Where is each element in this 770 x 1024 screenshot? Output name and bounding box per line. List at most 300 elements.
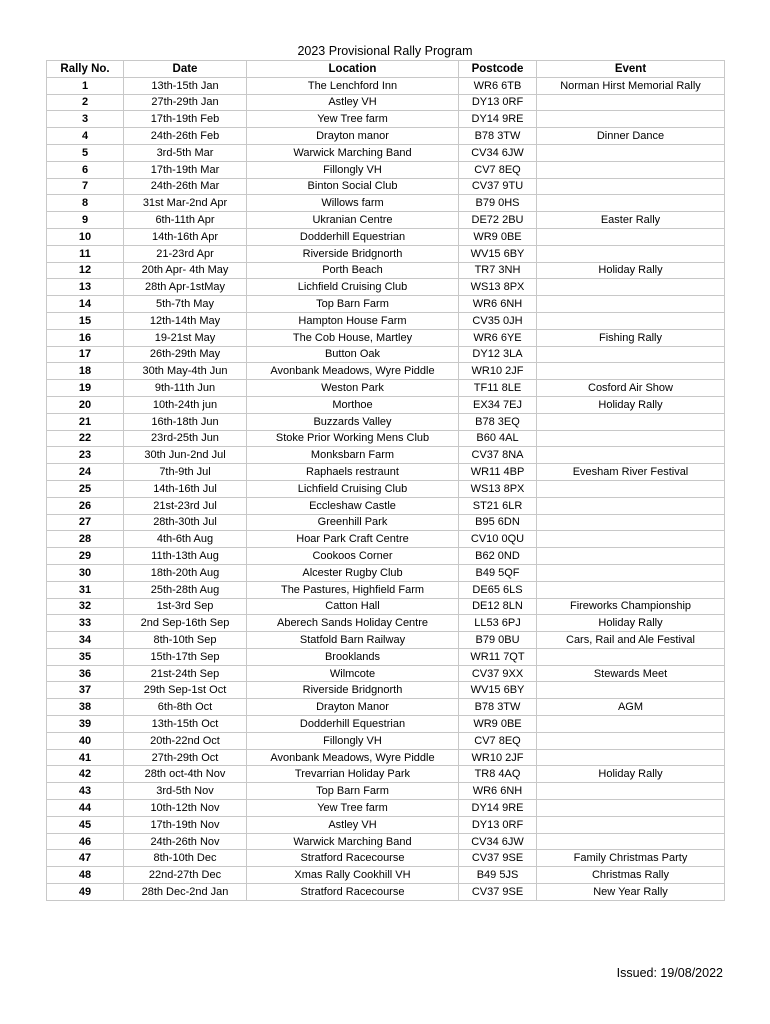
cell-postcode: B78 3EQ xyxy=(459,413,537,430)
cell-date: 25th-28th Aug xyxy=(124,581,247,598)
cell-postcode: CV34 6JW xyxy=(459,144,537,161)
cell-rally-number: 31 xyxy=(47,581,124,598)
cell-date: 26th-29th May xyxy=(124,346,247,363)
cell-postcode: WR6 6NH xyxy=(459,783,537,800)
cell-date: 28th Apr-1stMay xyxy=(124,279,247,296)
table-row xyxy=(47,396,725,413)
cell-event xyxy=(537,228,725,245)
cell-date: 5th-7th May xyxy=(124,296,247,313)
cell-date: 27th-29th Oct xyxy=(124,749,247,766)
cell-postcode: B79 0HS xyxy=(459,195,537,212)
cell-date: 21st-24th Sep xyxy=(124,665,247,682)
cell-date: 19-21st May xyxy=(124,329,247,346)
cell-postcode: EX34 7EJ xyxy=(459,396,537,413)
cell-rally-number: 6 xyxy=(47,161,124,178)
cell-location: The Pastures, Highfield Farm xyxy=(247,581,459,598)
column-header-rally-no: Rally No. xyxy=(47,61,124,78)
cell-date: 24th-26th Nov xyxy=(124,833,247,850)
cell-rally-number: 29 xyxy=(47,548,124,565)
cell-date: 4th-6th Aug xyxy=(124,531,247,548)
cell-event: Fireworks Championship xyxy=(537,598,725,615)
cell-postcode: WR10 2JF xyxy=(459,749,537,766)
cell-location: Xmas Rally Cookhill VH xyxy=(247,867,459,884)
cell-location: Drayton manor xyxy=(247,128,459,145)
table-row xyxy=(47,564,725,581)
cell-rally-number: 48 xyxy=(47,867,124,884)
cell-event xyxy=(537,195,725,212)
cell-rally-number: 22 xyxy=(47,430,124,447)
cell-postcode: TR7 3NH xyxy=(459,262,537,279)
cell-postcode: WR6 6YE xyxy=(459,329,537,346)
cell-event: Cosford Air Show xyxy=(537,380,725,397)
cell-date: 30th Jun-2nd Jul xyxy=(124,447,247,464)
cell-postcode: DY12 3LA xyxy=(459,346,537,363)
cell-rally-number: 20 xyxy=(47,396,124,413)
rally-program-table xyxy=(46,60,725,901)
cell-date: 11th-13th Aug xyxy=(124,548,247,565)
cell-location: Yew Tree farm xyxy=(247,111,459,128)
cell-rally-number: 40 xyxy=(47,732,124,749)
cell-location: Trevarrian Holiday Park xyxy=(247,766,459,783)
cell-postcode: CV7 8EQ xyxy=(459,732,537,749)
cell-postcode: DE65 6LS xyxy=(459,581,537,598)
cell-location: Aberech Sands Holiday Centre xyxy=(247,615,459,632)
cell-rally-number: 27 xyxy=(47,514,124,531)
cell-location: Brooklands xyxy=(247,648,459,665)
cell-location: Stoke Prior Working Mens Club xyxy=(247,430,459,447)
cell-postcode: CV37 9XX xyxy=(459,665,537,682)
cell-location: Riverside Bridgnorth xyxy=(247,682,459,699)
cell-date: 9th-11th Jun xyxy=(124,380,247,397)
table-row xyxy=(47,312,725,329)
issued-date: Issued: 19/08/2022 xyxy=(616,966,723,980)
cell-postcode: B60 4AL xyxy=(459,430,537,447)
table-row xyxy=(47,598,725,615)
cell-date: 16th-18th Jun xyxy=(124,413,247,430)
cell-rally-number: 8 xyxy=(47,195,124,212)
table-row xyxy=(47,531,725,548)
table-row xyxy=(47,430,725,447)
table-row xyxy=(47,833,725,850)
cell-postcode: TR8 4AQ xyxy=(459,766,537,783)
table-header-row xyxy=(47,61,725,78)
cell-date: 28th Dec-2nd Jan xyxy=(124,884,247,901)
cell-postcode: DY14 9RE xyxy=(459,800,537,817)
cell-event xyxy=(537,581,725,598)
cell-rally-number: 46 xyxy=(47,833,124,850)
cell-rally-number: 9 xyxy=(47,212,124,229)
cell-rally-number: 18 xyxy=(47,363,124,380)
cell-event: Evesham River Festival xyxy=(537,464,725,481)
cell-postcode: WR6 6NH xyxy=(459,296,537,313)
cell-rally-number: 38 xyxy=(47,699,124,716)
cell-location: Alcester Rugby Club xyxy=(247,564,459,581)
cell-postcode: B78 3TW xyxy=(459,699,537,716)
cell-location: Top Barn Farm xyxy=(247,296,459,313)
cell-event: Holiday Rally xyxy=(537,615,725,632)
cell-location: Stratford Racecourse xyxy=(247,850,459,867)
cell-event xyxy=(537,279,725,296)
cell-rally-number: 5 xyxy=(47,144,124,161)
cell-location: Avonbank Meadows, Wyre Piddle xyxy=(247,363,459,380)
cell-date: 13th-15th Jan xyxy=(124,77,247,94)
cell-location: Dodderhill Equestrian xyxy=(247,228,459,245)
cell-rally-number: 2 xyxy=(47,94,124,111)
table-row xyxy=(47,548,725,565)
cell-date: 23rd-25th Jun xyxy=(124,430,247,447)
cell-date: 12th-14th May xyxy=(124,312,247,329)
cell-rally-number: 17 xyxy=(47,346,124,363)
cell-rally-number: 11 xyxy=(47,245,124,262)
cell-postcode: WV15 6BY xyxy=(459,682,537,699)
table-row xyxy=(47,77,725,94)
cell-location: Raphaels restraunt xyxy=(247,464,459,481)
page-title: 2023 Provisional Rally Program xyxy=(297,44,473,58)
cell-date: 6th-8th Oct xyxy=(124,699,247,716)
table-row xyxy=(47,867,725,884)
table-row xyxy=(47,884,725,901)
cell-postcode: DY13 0RF xyxy=(459,94,537,111)
cell-rally-number: 30 xyxy=(47,564,124,581)
cell-postcode: B95 6DN xyxy=(459,514,537,531)
column-header-location: Location xyxy=(247,61,459,78)
table-row xyxy=(47,615,725,632)
cell-rally-number: 7 xyxy=(47,178,124,195)
cell-postcode: DY14 9RE xyxy=(459,111,537,128)
cell-rally-number: 35 xyxy=(47,648,124,665)
cell-postcode: CV35 0JH xyxy=(459,312,537,329)
cell-event: Stewards Meet xyxy=(537,665,725,682)
cell-location: Eccleshaw Castle xyxy=(247,497,459,514)
cell-location: Statfold Barn Railway xyxy=(247,632,459,649)
cell-location: Yew Tree farm xyxy=(247,800,459,817)
cell-rally-number: 33 xyxy=(47,615,124,632)
cell-date: 8th-10th Sep xyxy=(124,632,247,649)
cell-date: 14th-16th Jul xyxy=(124,480,247,497)
cell-rally-number: 45 xyxy=(47,816,124,833)
cell-event xyxy=(537,800,725,817)
cell-postcode: CV37 9SE xyxy=(459,884,537,901)
table-row xyxy=(47,581,725,598)
cell-location: Ukranian Centre xyxy=(247,212,459,229)
cell-location: Willows farm xyxy=(247,195,459,212)
table-row xyxy=(47,699,725,716)
table-row xyxy=(47,111,725,128)
cell-rally-number: 19 xyxy=(47,380,124,397)
table-row xyxy=(47,212,725,229)
cell-rally-number: 49 xyxy=(47,884,124,901)
cell-rally-number: 47 xyxy=(47,850,124,867)
table-row xyxy=(47,749,725,766)
cell-location: Fillongly VH xyxy=(247,732,459,749)
column-header-postcode: Postcode xyxy=(459,61,537,78)
cell-date: 22nd-27th Dec xyxy=(124,867,247,884)
cell-event xyxy=(537,144,725,161)
cell-postcode: WR11 4BP xyxy=(459,464,537,481)
cell-event xyxy=(537,548,725,565)
table-row xyxy=(47,329,725,346)
cell-event xyxy=(537,111,725,128)
cell-date: 15th-17th Sep xyxy=(124,648,247,665)
table-row xyxy=(47,716,725,733)
cell-postcode: WS13 8PX xyxy=(459,480,537,497)
cell-location: Hampton House Farm xyxy=(247,312,459,329)
cell-date: 31st Mar-2nd Apr xyxy=(124,195,247,212)
cell-postcode: WS13 8PX xyxy=(459,279,537,296)
cell-rally-number: 39 xyxy=(47,716,124,733)
cell-location: Cookoos Corner xyxy=(247,548,459,565)
cell-event xyxy=(537,749,725,766)
cell-rally-number: 23 xyxy=(47,447,124,464)
cell-date: 14th-16th Apr xyxy=(124,228,247,245)
cell-location: Astley VH xyxy=(247,816,459,833)
cell-date: 28th oct-4th Nov xyxy=(124,766,247,783)
cell-postcode: TF11 8LE xyxy=(459,380,537,397)
cell-date: 30th May-4th Jun xyxy=(124,363,247,380)
cell-location: Warwick Marching Band xyxy=(247,144,459,161)
table-row xyxy=(47,783,725,800)
cell-location: Wilmcote xyxy=(247,665,459,682)
cell-location: Porth Beach xyxy=(247,262,459,279)
cell-postcode: WR11 7QT xyxy=(459,648,537,665)
cell-event xyxy=(537,816,725,833)
cell-date: 1st-3rd Sep xyxy=(124,598,247,615)
cell-rally-number: 37 xyxy=(47,682,124,699)
cell-location: The Cob House, Martley xyxy=(247,329,459,346)
cell-rally-number: 24 xyxy=(47,464,124,481)
cell-location: Avonbank Meadows, Wyre Piddle xyxy=(247,749,459,766)
cell-event xyxy=(537,480,725,497)
table-row xyxy=(47,279,725,296)
cell-date: 24th-26th Mar xyxy=(124,178,247,195)
cell-rally-number: 28 xyxy=(47,531,124,548)
cell-event: Dinner Dance xyxy=(537,128,725,145)
cell-date: 21-23rd Apr xyxy=(124,245,247,262)
cell-location: Monksbarn Farm xyxy=(247,447,459,464)
cell-postcode: ST21 6LR xyxy=(459,497,537,514)
table-row xyxy=(47,497,725,514)
table-row xyxy=(47,816,725,833)
cell-date: 13th-15th Oct xyxy=(124,716,247,733)
table-row xyxy=(47,380,725,397)
cell-date: 18th-20th Aug xyxy=(124,564,247,581)
cell-location: Warwick Marching Band xyxy=(247,833,459,850)
cell-rally-number: 43 xyxy=(47,783,124,800)
cell-event: Holiday Rally xyxy=(537,396,725,413)
cell-location: Drayton Manor xyxy=(247,699,459,716)
table-row xyxy=(47,144,725,161)
cell-event xyxy=(537,161,725,178)
table-row xyxy=(47,228,725,245)
cell-event: AGM xyxy=(537,699,725,716)
table-row xyxy=(47,850,725,867)
cell-rally-number: 25 xyxy=(47,480,124,497)
table-row xyxy=(47,178,725,195)
cell-postcode: WR10 2JF xyxy=(459,363,537,380)
cell-rally-number: 14 xyxy=(47,296,124,313)
cell-date: 17th-19th Feb xyxy=(124,111,247,128)
cell-date: 6th-11th Apr xyxy=(124,212,247,229)
table-body xyxy=(47,77,725,900)
table-row xyxy=(47,766,725,783)
table-row xyxy=(47,195,725,212)
cell-event xyxy=(537,245,725,262)
cell-postcode: B49 5QF xyxy=(459,564,537,581)
cell-postcode: CV34 6JW xyxy=(459,833,537,850)
cell-event: Easter Rally xyxy=(537,212,725,229)
table-row xyxy=(47,464,725,481)
cell-postcode: WR6 6TB xyxy=(459,77,537,94)
table-row xyxy=(47,632,725,649)
cell-date: 2nd Sep-16th Sep xyxy=(124,615,247,632)
cell-event xyxy=(537,430,725,447)
cell-event: Christmas Rally xyxy=(537,867,725,884)
cell-event xyxy=(537,564,725,581)
cell-location: Top Barn Farm xyxy=(247,783,459,800)
cell-postcode: B49 5JS xyxy=(459,867,537,884)
cell-rally-number: 15 xyxy=(47,312,124,329)
cell-date: 27th-29th Jan xyxy=(124,94,247,111)
table-row xyxy=(47,514,725,531)
cell-event xyxy=(537,346,725,363)
cell-location: Greenhill Park xyxy=(247,514,459,531)
cell-rally-number: 34 xyxy=(47,632,124,649)
cell-event xyxy=(537,531,725,548)
cell-location: Riverside Bridgnorth xyxy=(247,245,459,262)
cell-event xyxy=(537,363,725,380)
cell-date: 8th-10th Dec xyxy=(124,850,247,867)
cell-event xyxy=(537,312,725,329)
cell-location: Dodderhill Equestrian xyxy=(247,716,459,733)
cell-rally-number: 36 xyxy=(47,665,124,682)
cell-postcode: CV37 9SE xyxy=(459,850,537,867)
cell-date: 17th-19th Mar xyxy=(124,161,247,178)
cell-rally-number: 16 xyxy=(47,329,124,346)
cell-postcode: WV15 6BY xyxy=(459,245,537,262)
cell-event: Cars, Rail and Ale Festival xyxy=(537,632,725,649)
cell-date: 20th Apr- 4th May xyxy=(124,262,247,279)
cell-postcode: B79 0BU xyxy=(459,632,537,649)
table-row xyxy=(47,648,725,665)
cell-event xyxy=(537,682,725,699)
cell-location: Morthoe xyxy=(247,396,459,413)
cell-rally-number: 13 xyxy=(47,279,124,296)
cell-event: Holiday Rally xyxy=(537,262,725,279)
table-row xyxy=(47,363,725,380)
cell-event xyxy=(537,94,725,111)
cell-event: Fishing Rally xyxy=(537,329,725,346)
table-row xyxy=(47,346,725,363)
cell-date: 28th-30th Jul xyxy=(124,514,247,531)
cell-rally-number: 10 xyxy=(47,228,124,245)
cell-event xyxy=(537,497,725,514)
cell-event xyxy=(537,648,725,665)
cell-event xyxy=(537,413,725,430)
cell-event: Family Christmas Party xyxy=(537,850,725,867)
cell-event xyxy=(537,296,725,313)
table-row xyxy=(47,800,725,817)
cell-location: Catton Hall xyxy=(247,598,459,615)
cell-rally-number: 3 xyxy=(47,111,124,128)
cell-postcode: LL53 6PJ xyxy=(459,615,537,632)
cell-postcode: WR9 0BE xyxy=(459,228,537,245)
table-row xyxy=(47,245,725,262)
cell-rally-number: 42 xyxy=(47,766,124,783)
cell-postcode: CV37 9TU xyxy=(459,178,537,195)
cell-location: Button Oak xyxy=(247,346,459,363)
cell-rally-number: 12 xyxy=(47,262,124,279)
table-row xyxy=(47,682,725,699)
cell-location: Lichfield Cruising Club xyxy=(247,480,459,497)
cell-event xyxy=(537,783,725,800)
column-header-event: Event xyxy=(537,61,725,78)
cell-date: 29th Sep-1st Oct xyxy=(124,682,247,699)
cell-event xyxy=(537,447,725,464)
cell-date: 10th-12th Nov xyxy=(124,800,247,817)
cell-location: Stratford Racecourse xyxy=(247,884,459,901)
column-header-date: Date xyxy=(124,61,247,78)
cell-postcode: CV10 0QU xyxy=(459,531,537,548)
cell-event xyxy=(537,178,725,195)
cell-event: Holiday Rally xyxy=(537,766,725,783)
cell-rally-number: 1 xyxy=(47,77,124,94)
cell-event: Norman Hirst Memorial Rally xyxy=(537,77,725,94)
table-row xyxy=(47,732,725,749)
cell-date: 24th-26th Feb xyxy=(124,128,247,145)
cell-location: Binton Social Club xyxy=(247,178,459,195)
cell-location: The Lenchford Inn xyxy=(247,77,459,94)
cell-rally-number: 4 xyxy=(47,128,124,145)
cell-date: 10th-24th jun xyxy=(124,396,247,413)
cell-location: Weston Park xyxy=(247,380,459,397)
cell-postcode: WR9 0BE xyxy=(459,716,537,733)
cell-postcode: DY13 0RF xyxy=(459,816,537,833)
table-row xyxy=(47,262,725,279)
cell-location: Lichfield Cruising Club xyxy=(247,279,459,296)
table-row xyxy=(47,296,725,313)
cell-postcode: B78 3TW xyxy=(459,128,537,145)
cell-location: Astley VH xyxy=(247,94,459,111)
cell-date: 3rd-5th Mar xyxy=(124,144,247,161)
cell-event xyxy=(537,732,725,749)
cell-rally-number: 26 xyxy=(47,497,124,514)
cell-rally-number: 32 xyxy=(47,598,124,615)
table-row xyxy=(47,665,725,682)
cell-postcode: CV37 8NA xyxy=(459,447,537,464)
cell-rally-number: 41 xyxy=(47,749,124,766)
cell-date: 3rd-5th Nov xyxy=(124,783,247,800)
cell-postcode: B62 0ND xyxy=(459,548,537,565)
cell-date: 17th-19th Nov xyxy=(124,816,247,833)
cell-location: Fillongly VH xyxy=(247,161,459,178)
cell-event xyxy=(537,833,725,850)
table-row xyxy=(47,128,725,145)
cell-postcode: DE12 8LN xyxy=(459,598,537,615)
cell-location: Hoar Park Craft Centre xyxy=(247,531,459,548)
cell-event: New Year Rally xyxy=(537,884,725,901)
table-row xyxy=(47,480,725,497)
cell-event xyxy=(537,716,725,733)
cell-date: 20th-22nd Oct xyxy=(124,732,247,749)
table-row xyxy=(47,161,725,178)
cell-date: 21st-23rd Jul xyxy=(124,497,247,514)
cell-event xyxy=(537,514,725,531)
cell-postcode: DE72 2BU xyxy=(459,212,537,229)
cell-rally-number: 21 xyxy=(47,413,124,430)
cell-rally-number: 44 xyxy=(47,800,124,817)
table-row xyxy=(47,447,725,464)
table-row xyxy=(47,94,725,111)
